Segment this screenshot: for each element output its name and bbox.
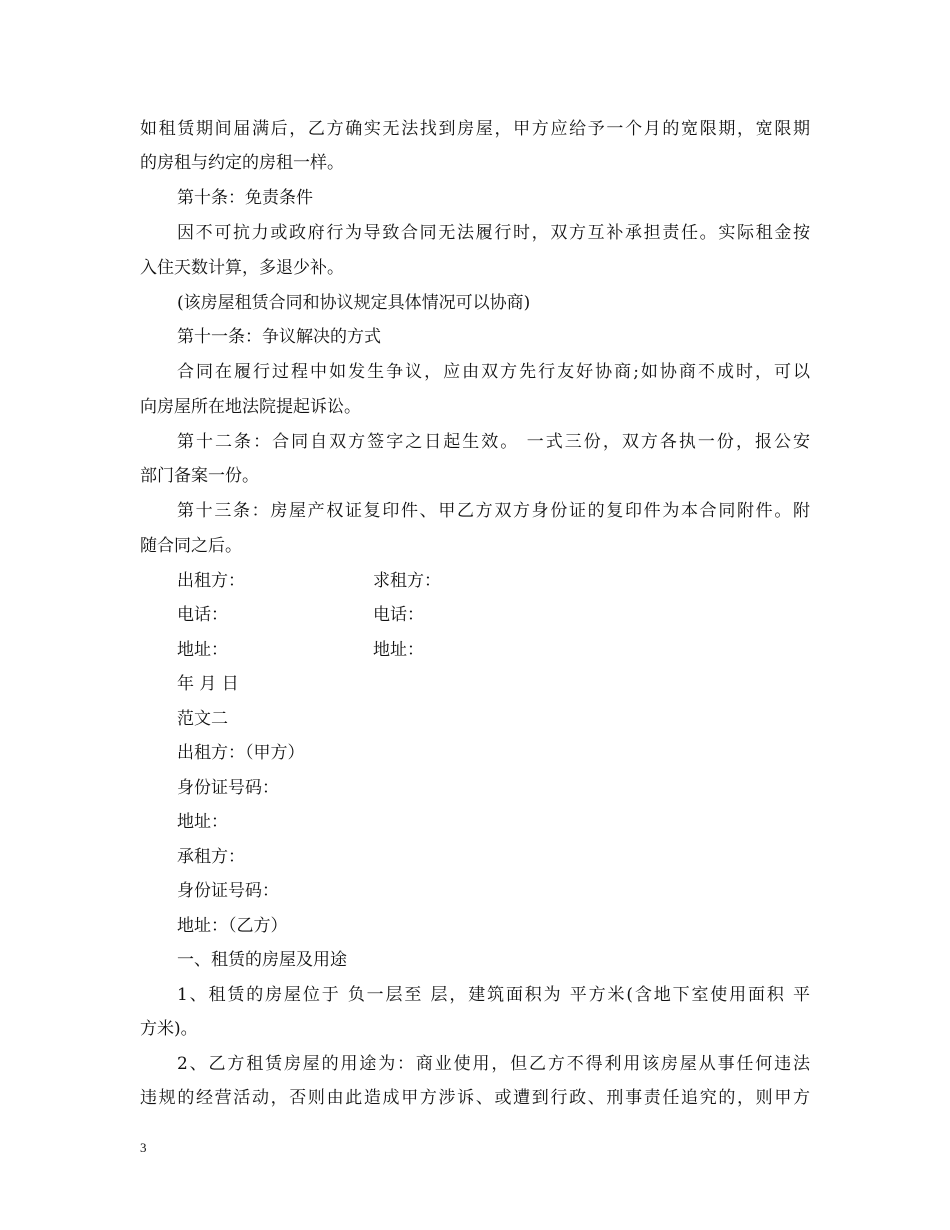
signature-date: 年 月 日 bbox=[177, 674, 239, 694]
paragraph-line: 第十二条：合同自双方签字之日起生效。 一式三份，双方各执一份，报公安 bbox=[177, 432, 810, 452]
party-field: 地址： bbox=[177, 812, 228, 832]
article-heading: 第十一条：争议解决的方式 bbox=[177, 327, 381, 347]
paragraph-line: 向房屋所在地法院提起诉讼。 bbox=[140, 397, 361, 417]
paragraph-line: 的房租与约定的房租一样。 bbox=[140, 153, 344, 173]
signature-phone-label: 电话： bbox=[373, 605, 424, 625]
paragraph-line: 随合同之后。 bbox=[140, 536, 242, 556]
paragraph-line: 方米)。 bbox=[140, 1019, 198, 1039]
paragraph-line: 入住天数计算，多退少补。 bbox=[140, 258, 344, 278]
party-field: 地址：（乙方） bbox=[177, 916, 288, 936]
paragraph-line: 因不可抗力或政府行为导致合同无法履行时，双方互补承担责任。实际租金按 bbox=[177, 223, 810, 243]
article-heading: 第十条：免责条件 bbox=[177, 188, 313, 208]
party-field: 身份证号码： bbox=[177, 881, 279, 901]
section-title: 范文二 bbox=[177, 709, 228, 729]
paragraph-line: 1、租赁的房屋位于 负一层至 层，建筑面积为 平方米(含地下室使用面积 平 bbox=[177, 985, 810, 1005]
party-field: 承租方： bbox=[177, 847, 245, 867]
paragraph-line: 如租赁期间届满后，乙方确实无法找到房屋，甲方应给予一个月的宽限期，宽限期 bbox=[140, 119, 810, 139]
paragraph-line: 部门备案一份。 bbox=[140, 466, 259, 486]
signature-phone-label: 电话： bbox=[177, 605, 228, 625]
page-number: 3 bbox=[140, 1140, 147, 1155]
paragraph-line: (该房屋租赁合同和协议规定具体情况可以协商) bbox=[177, 293, 531, 313]
party-field: 身份证号码： bbox=[177, 778, 279, 798]
signature-lessee-label: 求租方： bbox=[373, 571, 441, 591]
paragraph-line: 第十三条：房屋产权证复印件、甲乙方双方身份证的复印件为本合同附件。附 bbox=[177, 501, 810, 521]
clause-heading: 一、租赁的房屋及用途 bbox=[177, 950, 347, 970]
signature-lessor-label: 出租方： bbox=[177, 571, 245, 591]
paragraph-line: 合同在履行过程中如发生争议，应由双方先行友好协商;如协商不成时，可以 bbox=[177, 362, 810, 382]
paragraph-line: 2、乙方租赁房屋的用途为：商业使用，但乙方不得利用该房屋从事任何违法 bbox=[177, 1054, 810, 1074]
signature-address-label: 地址： bbox=[177, 640, 228, 660]
paragraph-line: 违规的经营活动，否则由此造成甲方涉诉、或遭到行政、刑事责任追究的，则甲方 bbox=[140, 1088, 810, 1108]
signature-address-label: 地址： bbox=[373, 640, 424, 660]
party-field: 出租方：（甲方） bbox=[177, 743, 305, 763]
